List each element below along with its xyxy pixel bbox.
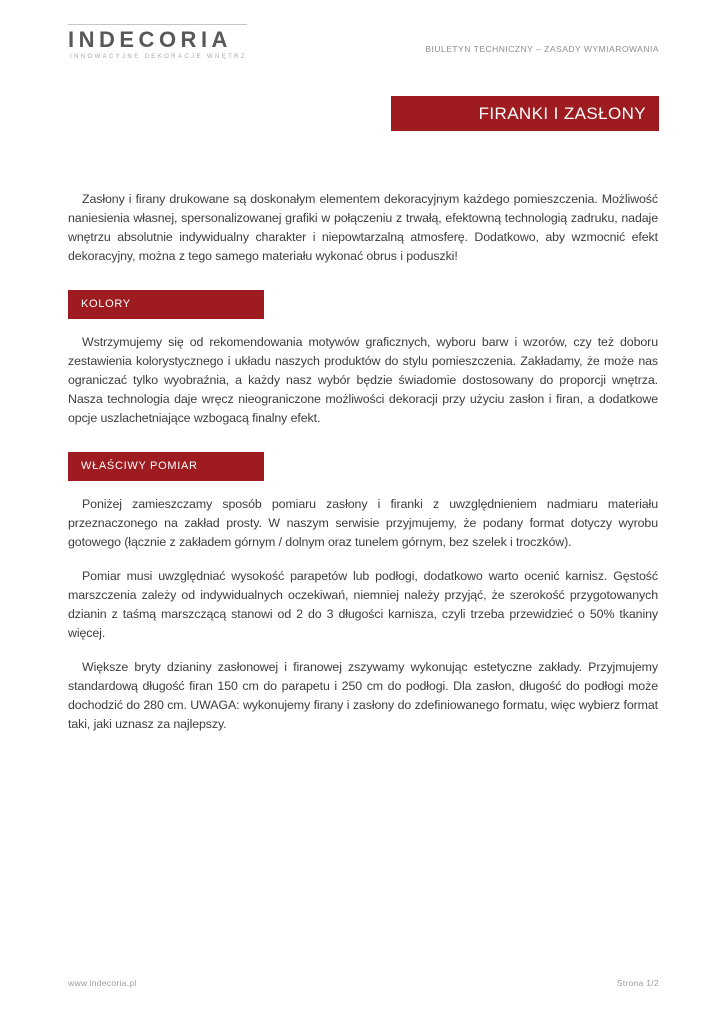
- document-title: FIRANKI I ZASŁONY: [478, 103, 646, 123]
- section-heading-wlasciwy-pomiar: [68, 452, 264, 481]
- kolory-paragraph: Wstrzymujemy się od rekomendowania motywów graficznych, wyboru barw i wzorów, czy też doboru zestawienia kolorystycznego i układu naszych produktów do stylu pomieszczenia. Zakładamy, że może nas ograniczać tylko wyobraźnia, a każdy nasz wybór będzie świadomie dostosowany do proporcji wnętrza. Nasza technologia daje wręcz nieograniczone możliwości dekoracji przy użyciu zasłon i firan, a dodatkowe opcje uszlachetniające wzbogacą finalny efekt.: [68, 335, 658, 425]
- footer-website-link[interactable]: www.indecoria.pl: [68, 978, 137, 988]
- page-footer: [68, 978, 659, 988]
- intro-paragraph: Zasłony i firany drukowane są doskonałym elementem dekoracyjnym każdego pomieszczenia. Możliwość naniesienia własnej, spersonalizowanej grafiki w połączeniu z trwałą, efektowną technologią zadruku, nadaje wnętrzu absolutnie indywidualny charakter i niepowtarzalną atmosferę. Dodatkowo, aby wzmocnić efekt dekoracyjny, można z tego samego materiału wykonać obrus i poduszki!: [68, 192, 658, 263]
- section-heading-label: KOLORY: [81, 298, 131, 310]
- footer-page-number: Strona 1/2: [616, 978, 659, 988]
- pomiar-paragraph-2: Pomiar musi uwzględniać wysokość parapetów lub podłogi, dodatkowo warto ocenić karnisz. Gęstość marszczenia zależy od indywidualnych oczekiwań, niemniej należy przyjąć, że szerokość przygotowanych dzianin z taśmą marszczącą stanowi od 2 do 3 długości karnisza, czyli trzeba przewidzieć o 50% tkaniny więcej.: [68, 569, 658, 640]
- pomiar-paragraph-3: Większe bryty dzianiny zasłonowej i firanowej zszywamy wykonując estetyczne zakłady. Przyjmujemy standardową długość firan 150 cm do parapetu i 250 cm do podłogi. Dla zasłon, długość do podłogi może dochodzić do 280 cm. UWAGA: wykonujemy firany i zasłony do zdefiniowanego formatu, więc wybierz format taki, jaki uznasz za najlepszy.: [68, 660, 658, 731]
- pomiar-paragraph-1: Poniżej zamieszczamy sposób pomiaru zasłony i firanki z uwzględnieniem nadmiaru materiału przeznaczonego na zakład prosty. W naszym serwisie przyjmujemy, że podany format dotyczy wyrobu gotowego (łącznie z zakładem górnym / dolnym oraz tunelem górnym, bez szelek i troczków).: [68, 497, 658, 549]
- section-heading-kolory: [68, 290, 264, 319]
- document-body: [68, 190, 658, 749]
- brand-logo-subtitle: INNOWACYJNE DEKORACJE WNĘTRZ: [70, 54, 247, 60]
- brand-logo: [68, 24, 247, 60]
- bulletin-title: BIULETYN TECHNICZNY – ZASADY WYMIAROWANIA: [425, 44, 659, 54]
- section-heading-label: WŁAŚCIWY POMIAR: [81, 460, 198, 472]
- brand-logo-text: INDECORIA: [68, 27, 232, 52]
- document-title-banner: [391, 96, 659, 131]
